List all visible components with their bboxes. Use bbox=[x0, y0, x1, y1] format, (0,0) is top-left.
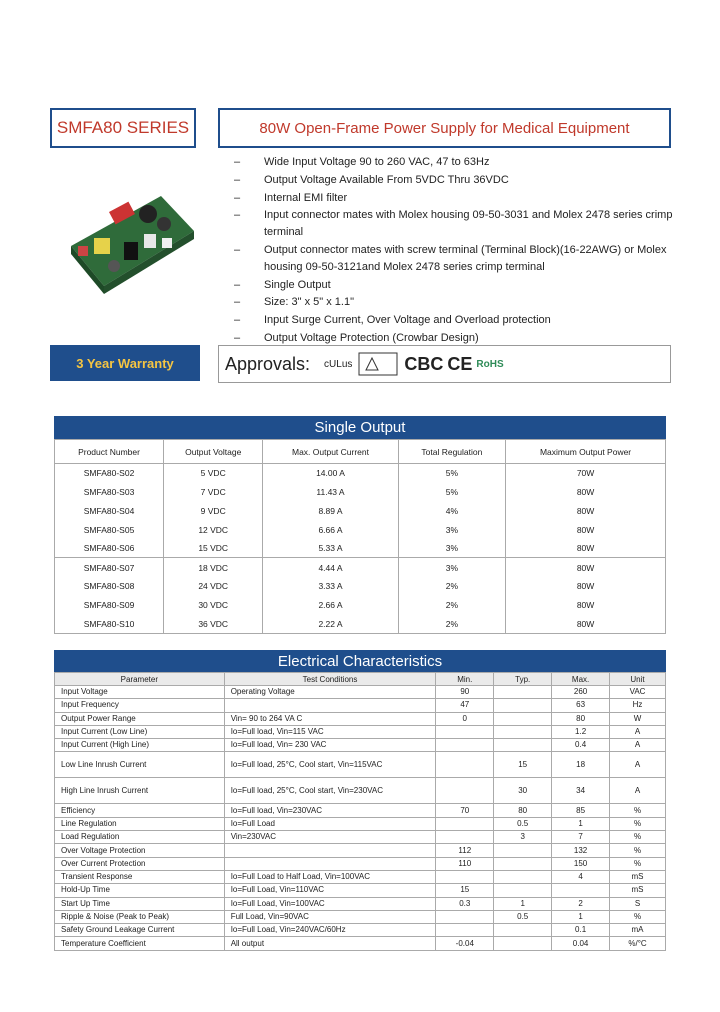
table-cell: Io=Full load, 25°C, Cool start, Vin=230VAC bbox=[224, 778, 436, 804]
table-cell: Start Up Time bbox=[55, 897, 225, 910]
table-cell: Io=Full load, Vin= 230 VAC bbox=[224, 739, 436, 752]
table-row bbox=[55, 897, 666, 910]
table-cell: Input Current (High Line) bbox=[55, 739, 225, 752]
product-subtitle-text: 80W Open-Frame Power Supply for Medical Equipment bbox=[259, 119, 630, 137]
table-cell: SMFA80-S04 bbox=[55, 501, 164, 520]
table-cell: 0.5 bbox=[494, 910, 552, 923]
table-cell: A bbox=[610, 752, 666, 778]
table-cell: % bbox=[610, 804, 666, 817]
table-cell: 11.43 A bbox=[263, 482, 398, 501]
table-cell: Io=Full load, Vin=230VAC bbox=[224, 804, 436, 817]
rohs-icon: RoHS bbox=[476, 358, 504, 370]
table-cell bbox=[436, 831, 494, 844]
feature-item bbox=[234, 154, 674, 171]
table-cell: Over Current Protection bbox=[55, 857, 225, 870]
table-cell: 80W bbox=[506, 615, 666, 634]
table-row bbox=[55, 870, 666, 883]
feature-text: Size: 3" x 5" x 1.1" bbox=[264, 296, 354, 309]
feature-dash: – bbox=[234, 173, 241, 186]
ul-cert-icon: cULus bbox=[324, 358, 353, 370]
single-output-table bbox=[54, 439, 666, 634]
table-cell: 0.4 bbox=[552, 739, 610, 752]
table-cell: 15 bbox=[436, 884, 494, 897]
table-cell: Full Load, Vin=90VAC bbox=[224, 910, 436, 923]
table-row bbox=[55, 482, 666, 501]
table-cell: 1 bbox=[552, 910, 610, 923]
table-cell bbox=[494, 884, 552, 897]
table-cell: 80W bbox=[506, 596, 666, 615]
table-cell: 14.00 A bbox=[263, 464, 398, 483]
table-cell bbox=[494, 725, 552, 738]
table-row bbox=[55, 844, 666, 857]
table-cell: 80W bbox=[506, 482, 666, 501]
table-cell: % bbox=[610, 844, 666, 857]
table-cell: 30 VDC bbox=[164, 596, 263, 615]
column-header: Max. Output Current bbox=[263, 440, 398, 464]
table-cell: 1.2 bbox=[552, 725, 610, 738]
table-cell bbox=[436, 752, 494, 778]
table-cell: SMFA80-S10 bbox=[55, 615, 164, 634]
table-cell: 260 bbox=[552, 686, 610, 699]
table-cell: 4% bbox=[398, 501, 505, 520]
table-cell: 1 bbox=[552, 817, 610, 830]
table-cell: A bbox=[610, 778, 666, 804]
table-cell bbox=[436, 778, 494, 804]
table-row bbox=[55, 464, 666, 483]
feature-text: Output Voltage Protection (Crowbar Design) bbox=[264, 331, 479, 344]
table-cell: 36 VDC bbox=[164, 615, 263, 634]
table-row bbox=[55, 924, 666, 937]
table-cell: 3% bbox=[398, 539, 505, 558]
table-cell bbox=[494, 937, 552, 950]
table-cell: Low Line Inrush Current bbox=[55, 752, 225, 778]
table-cell: Operating Voltage bbox=[224, 686, 436, 699]
table-cell: 63 bbox=[552, 699, 610, 712]
feature-item bbox=[234, 312, 674, 329]
table-cell: 85 bbox=[552, 804, 610, 817]
warranty-text: 3 Year Warranty bbox=[76, 355, 174, 371]
table-cell: 5% bbox=[398, 464, 505, 483]
table-cell: Line Regulation bbox=[55, 817, 225, 830]
table-cell: Io=Full Load to Half Load, Vin=100VAC bbox=[224, 870, 436, 883]
table-cell: 6.66 A bbox=[263, 520, 398, 539]
table-cell: % bbox=[610, 910, 666, 923]
table-cell: %/°C bbox=[610, 937, 666, 950]
table-cell: Hz bbox=[610, 699, 666, 712]
product-subtitle bbox=[218, 108, 671, 148]
table-cell bbox=[494, 712, 552, 725]
table-cell: 2% bbox=[398, 615, 505, 634]
ce-mark-icon: CE bbox=[447, 353, 473, 374]
table-cell bbox=[436, 910, 494, 923]
table-cell: 112 bbox=[436, 844, 494, 857]
table-row bbox=[55, 884, 666, 897]
column-header: Maximum Output Power bbox=[506, 440, 666, 464]
column-header: Typ. bbox=[494, 673, 552, 686]
table-row bbox=[55, 725, 666, 738]
electrical-table bbox=[54, 672, 666, 951]
feature-item bbox=[234, 207, 674, 241]
table-cell: 80W bbox=[506, 539, 666, 558]
table-cell: Io=Full Load bbox=[224, 817, 436, 830]
table-cell bbox=[224, 699, 436, 712]
table-cell bbox=[436, 725, 494, 738]
table-cell: 3 bbox=[494, 831, 552, 844]
table-row bbox=[55, 501, 666, 520]
approvals-label: Approvals: bbox=[225, 353, 311, 374]
table-row bbox=[55, 937, 666, 950]
table-cell bbox=[224, 844, 436, 857]
table-cell: 0.3 bbox=[436, 897, 494, 910]
column-header: Min. bbox=[436, 673, 494, 686]
table-cell: mA bbox=[610, 924, 666, 937]
table-row bbox=[55, 804, 666, 817]
table-cell: Temperature Coefficient bbox=[55, 937, 225, 950]
table-cell bbox=[494, 686, 552, 699]
table-cell: High Line Inrush Current bbox=[55, 778, 225, 804]
table-row bbox=[55, 596, 666, 615]
table-cell: 34 bbox=[552, 778, 610, 804]
table-cell: 90 bbox=[436, 686, 494, 699]
table-cell: A bbox=[610, 739, 666, 752]
feature-dash: – bbox=[234, 296, 241, 309]
table-cell: 18 VDC bbox=[164, 558, 263, 577]
electrical-title bbox=[54, 650, 666, 672]
table-cell bbox=[494, 870, 552, 883]
table-cell: SMFA80-S03 bbox=[55, 482, 164, 501]
table-cell: 12 VDC bbox=[164, 520, 263, 539]
table-cell: 80 bbox=[552, 712, 610, 725]
table-cell: Load Regulation bbox=[55, 831, 225, 844]
table-cell: 4 bbox=[552, 870, 610, 883]
table-row bbox=[55, 520, 666, 539]
table-row bbox=[55, 831, 666, 844]
power-supply-image bbox=[66, 176, 196, 306]
table-cell: 132 bbox=[552, 844, 610, 857]
feature-text: Output Voltage Available From 5VDC Thru 36VDC bbox=[264, 173, 509, 186]
table-cell bbox=[494, 924, 552, 937]
table-cell: Io=Full load, 25°C, Cool start, Vin=115VAC bbox=[224, 752, 436, 778]
table-cell: 3.33 A bbox=[263, 577, 398, 596]
feature-dash: – bbox=[234, 243, 241, 256]
table-cell: 9 VDC bbox=[164, 501, 263, 520]
table-cell: 0 bbox=[436, 712, 494, 725]
table-cell: 47 bbox=[436, 699, 494, 712]
table-cell: 80W bbox=[506, 501, 666, 520]
table-cell: SMFA80-S07 bbox=[55, 558, 164, 577]
table-cell: 3% bbox=[398, 520, 505, 539]
table-row bbox=[55, 558, 666, 577]
table-cell: mS bbox=[610, 870, 666, 883]
feature-text: Input Surge Current, Over Voltage and Overload protection bbox=[264, 314, 551, 327]
table-cell: 7 bbox=[552, 831, 610, 844]
electrical-title-text: Electrical Characteristics bbox=[277, 652, 443, 670]
column-header: Max. bbox=[552, 673, 610, 686]
table-cell: 2% bbox=[398, 596, 505, 615]
table-cell bbox=[436, 817, 494, 830]
feature-text: Output connector mates with screw terminal (Terminal Block)(16-22AWG) or Molex housing 09-50-3121and Molex 2478 series crimp terminal bbox=[264, 243, 667, 273]
table-cell: Over Voltage Protection bbox=[55, 844, 225, 857]
table-cell: Io=Full load, Vin=115 VAC bbox=[224, 725, 436, 738]
table-cell: 0.5 bbox=[494, 817, 552, 830]
column-header: Total Regulation bbox=[398, 440, 505, 464]
table-cell: Input Current (Low Line) bbox=[55, 725, 225, 738]
table-cell: 80W bbox=[506, 558, 666, 577]
table-cell: % bbox=[610, 831, 666, 844]
feature-item bbox=[234, 172, 674, 189]
column-header: Test Conditions bbox=[224, 673, 436, 686]
table-row bbox=[55, 712, 666, 725]
feature-dash: – bbox=[234, 331, 241, 344]
feature-dash: – bbox=[234, 191, 241, 204]
table-cell: 30 bbox=[494, 778, 552, 804]
feature-text: Wide Input Voltage 90 to 260 VAC, 47 to 63Hz bbox=[264, 156, 490, 168]
feature-dash: – bbox=[234, 209, 241, 222]
table-cell bbox=[494, 739, 552, 752]
table-cell: 5 VDC bbox=[164, 464, 263, 483]
table-cell: 24 VDC bbox=[164, 577, 263, 596]
table-cell: SMFA80-S06 bbox=[55, 539, 164, 558]
table-cell: 80 bbox=[494, 804, 552, 817]
table-row bbox=[55, 699, 666, 712]
table-cell: Efficiency bbox=[55, 804, 225, 817]
table-cell: Io=Full Load, Vin=240VAC/60Hz bbox=[224, 924, 436, 937]
table-row bbox=[55, 539, 666, 558]
table-cell bbox=[436, 870, 494, 883]
table-cell: Ripple & Noise (Peak to Peak) bbox=[55, 910, 225, 923]
table-row bbox=[55, 778, 666, 804]
single-output-title-text: Single Output bbox=[314, 419, 406, 436]
table-cell: % bbox=[610, 817, 666, 830]
series-title-text: SMFA80 SERIES bbox=[56, 118, 190, 137]
table-row bbox=[55, 686, 666, 699]
table-cell: S bbox=[610, 897, 666, 910]
single-output-title bbox=[54, 416, 666, 439]
column-header: Output Voltage bbox=[164, 440, 263, 464]
table-cell: 5.33 A bbox=[263, 539, 398, 558]
column-header: Unit bbox=[610, 673, 666, 686]
table-cell: Input Frequency bbox=[55, 699, 225, 712]
feature-item bbox=[234, 190, 674, 207]
table-cell: Vin=230VAC bbox=[224, 831, 436, 844]
table-cell: 150 bbox=[552, 857, 610, 870]
table-cell: mS bbox=[610, 884, 666, 897]
column-header: Parameter bbox=[55, 673, 225, 686]
feature-text: Internal EMI filter bbox=[264, 191, 348, 204]
table-row bbox=[55, 577, 666, 596]
table-cell: 2% bbox=[398, 577, 505, 596]
table-cell: % bbox=[610, 857, 666, 870]
table-cell: 0.1 bbox=[552, 924, 610, 937]
approvals-bar bbox=[218, 345, 671, 383]
table-cell: SMFA80-S08 bbox=[55, 577, 164, 596]
series-title bbox=[50, 108, 196, 148]
table-row bbox=[55, 857, 666, 870]
feature-dash: – bbox=[234, 314, 241, 327]
table-cell bbox=[494, 857, 552, 870]
feature-item bbox=[234, 277, 674, 294]
table-cell: All output bbox=[224, 937, 436, 950]
table-cell bbox=[494, 699, 552, 712]
tuv-cert-icon bbox=[358, 352, 398, 376]
table-cell: A bbox=[610, 725, 666, 738]
table-cell: 3% bbox=[398, 558, 505, 577]
table-cell: Safety Ground Leakage Current bbox=[55, 924, 225, 937]
table-cell bbox=[224, 857, 436, 870]
table-cell: 4.44 A bbox=[263, 558, 398, 577]
table-cell: 70W bbox=[506, 464, 666, 483]
table-cell: SMFA80-S05 bbox=[55, 520, 164, 539]
table-row bbox=[55, 615, 666, 634]
cb-cert-icon: CBC bbox=[404, 353, 444, 374]
table-cell: Io=Full Load, Vin=110VAC bbox=[224, 884, 436, 897]
table-row bbox=[55, 817, 666, 830]
table-cell: 5% bbox=[398, 482, 505, 501]
table-cell: W bbox=[610, 712, 666, 725]
feature-list bbox=[234, 154, 674, 348]
table-cell: SMFA80-S09 bbox=[55, 596, 164, 615]
table-cell: 2.66 A bbox=[263, 596, 398, 615]
table-cell: 110 bbox=[436, 857, 494, 870]
feature-dash: – bbox=[234, 278, 241, 291]
table-cell: VAC bbox=[610, 686, 666, 699]
table-cell bbox=[436, 739, 494, 752]
table-cell: 0.04 bbox=[552, 937, 610, 950]
table-row bbox=[55, 739, 666, 752]
table-row bbox=[55, 910, 666, 923]
warranty-badge bbox=[50, 345, 200, 381]
table-row bbox=[55, 752, 666, 778]
table-cell: Io=Full Load, Vin=100VAC bbox=[224, 897, 436, 910]
table-cell: SMFA80-S02 bbox=[55, 464, 164, 483]
table-cell: -0.04 bbox=[436, 937, 494, 950]
table-cell: 8.89 A bbox=[263, 501, 398, 520]
table-cell bbox=[494, 844, 552, 857]
column-header: Product Number bbox=[55, 440, 164, 464]
feature-text: Single Output bbox=[264, 278, 331, 291]
feature-text: Input connector mates with Molex housing 09-50-3031 and Molex 2478 series crimp terminal bbox=[264, 209, 673, 239]
table-cell: 15 VDC bbox=[164, 539, 263, 558]
table-cell: Output Power Range bbox=[55, 712, 225, 725]
table-cell: 2.22 A bbox=[263, 615, 398, 634]
table-cell: 80W bbox=[506, 577, 666, 596]
table-cell: Hold-Up Time bbox=[55, 884, 225, 897]
table-cell bbox=[436, 924, 494, 937]
table-cell: Vin= 90 to 264 VA C bbox=[224, 712, 436, 725]
table-cell: 7 VDC bbox=[164, 482, 263, 501]
feature-dash: – bbox=[234, 156, 241, 168]
table-cell: 80W bbox=[506, 520, 666, 539]
table-cell bbox=[552, 884, 610, 897]
feature-item bbox=[234, 242, 674, 276]
table-cell: 18 bbox=[552, 752, 610, 778]
table-cell: Input Voltage bbox=[55, 686, 225, 699]
table-cell: 70 bbox=[436, 804, 494, 817]
feature-item bbox=[234, 294, 674, 311]
table-cell: 1 bbox=[494, 897, 552, 910]
table-cell: Transient Response bbox=[55, 870, 225, 883]
table-cell: 15 bbox=[494, 752, 552, 778]
table-cell: 2 bbox=[552, 897, 610, 910]
